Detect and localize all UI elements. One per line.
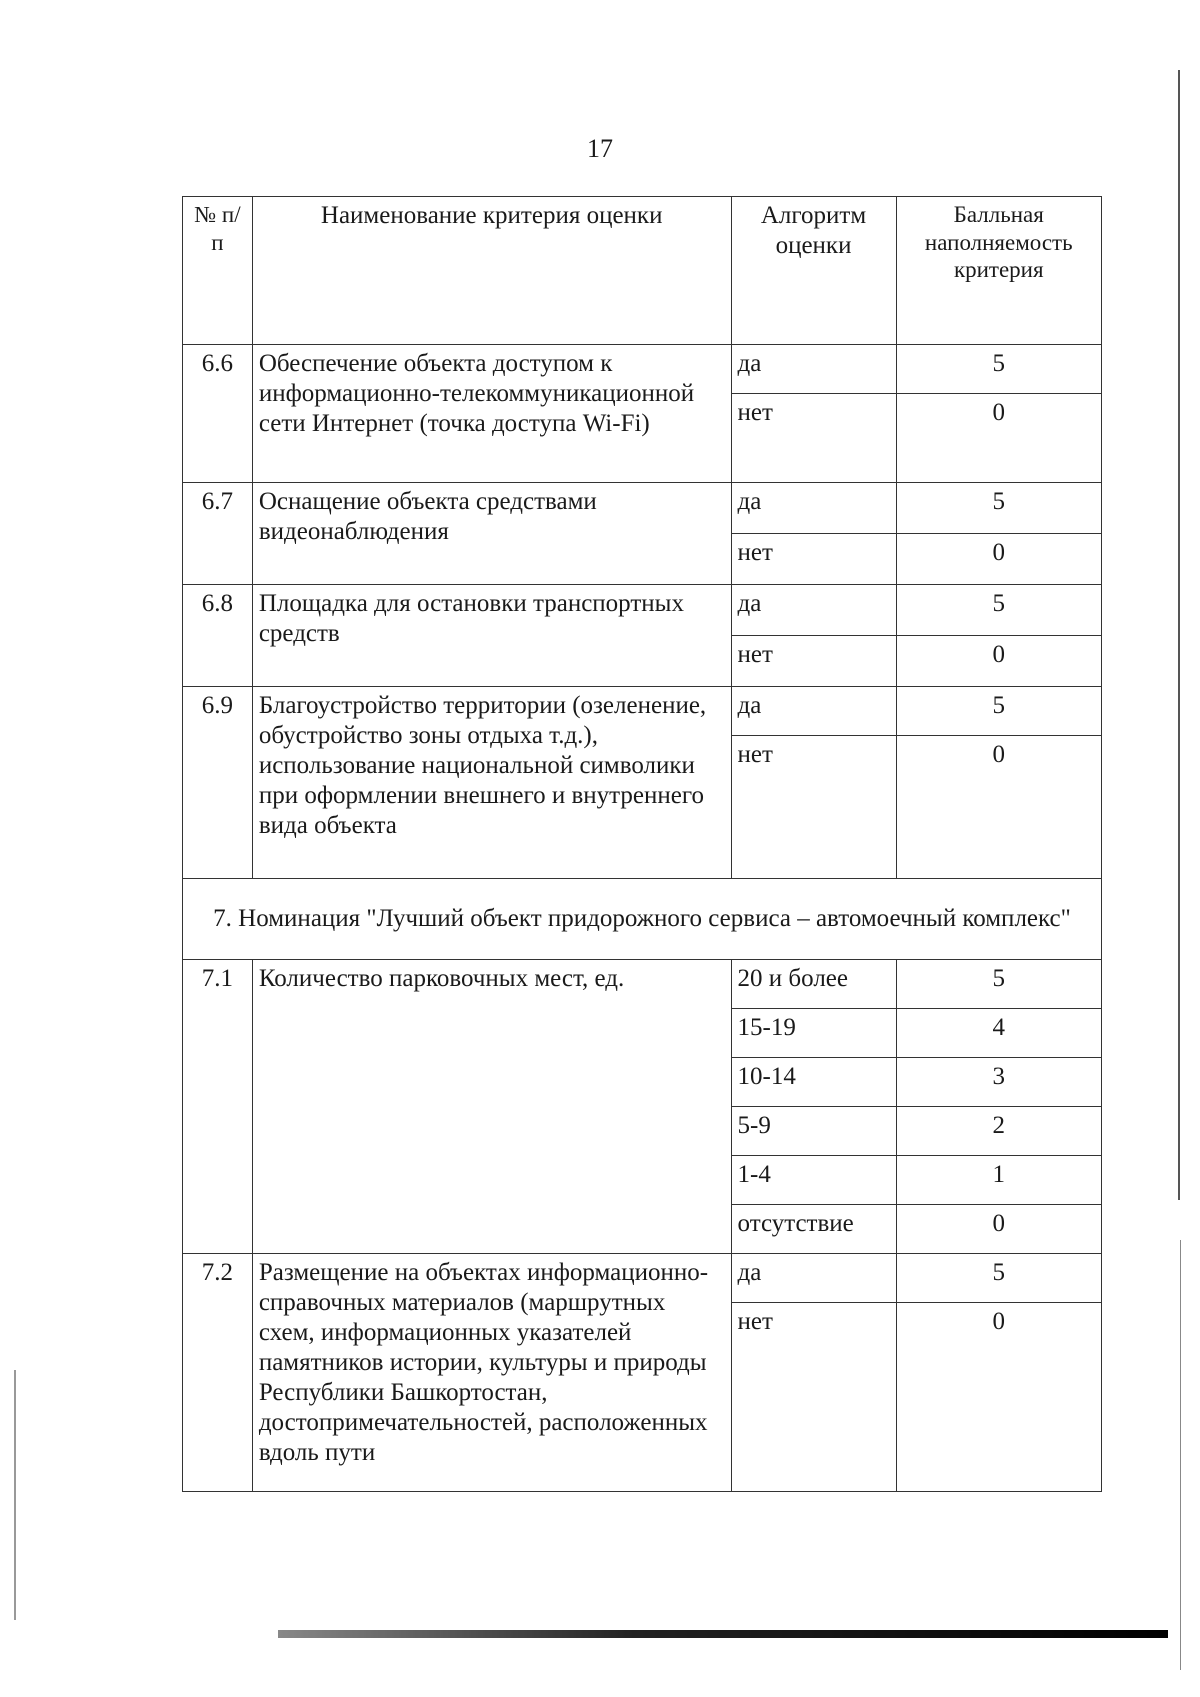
row-algorithm: нет xyxy=(731,736,896,879)
nomination-row xyxy=(183,879,1102,960)
row-algorithm: отсутствие xyxy=(731,1205,896,1254)
row-algorithm: нет xyxy=(731,534,896,585)
row-algorithm: 1-4 xyxy=(731,1156,896,1205)
row-algorithm: да xyxy=(731,345,896,394)
scan-edge-line xyxy=(1178,70,1180,1200)
table-row xyxy=(183,1254,1102,1303)
row-number: 6.7 xyxy=(183,483,253,585)
row-criterion: Благоустройство территории (озеленение, обустройство зоны отдыха т.д.), использование национальной символики при оформлении внешнего и внутреннего вида объекта xyxy=(252,687,731,879)
row-number: 7.1 xyxy=(183,960,253,1254)
row-score: 2 xyxy=(896,1107,1101,1156)
row-score: 5 xyxy=(896,585,1101,636)
row-score: 5 xyxy=(896,687,1101,736)
row-number: 6.8 xyxy=(183,585,253,687)
row-score: 0 xyxy=(896,534,1101,585)
row-score: 1 xyxy=(896,1156,1101,1205)
nomination-title: 7. Номинация "Лучший объект придорожного сервиса – автомоечный комплекс" xyxy=(183,879,1102,960)
row-criterion: Оснащение объекта средствами видеонаблюдения xyxy=(252,483,731,585)
scan-edge-line xyxy=(1180,1240,1181,1670)
row-criterion: Обеспечение объекта доступом к информационно-телекоммуникационной сети Интернет (точка доступа Wi-Fi) xyxy=(252,345,731,483)
table-row xyxy=(183,960,1102,1009)
row-algorithm: нет xyxy=(731,1303,896,1492)
row-number: 6.6 xyxy=(183,345,253,483)
table-row xyxy=(183,345,1102,394)
scan-bottom-bar xyxy=(278,1630,1168,1638)
criteria-table xyxy=(182,196,1102,1492)
row-number: 6.9 xyxy=(183,687,253,879)
scan-edge-line xyxy=(14,1370,16,1620)
row-score: 5 xyxy=(896,960,1101,1009)
row-algorithm: 20 и более xyxy=(731,960,896,1009)
header-score: Балльная наполняемость критерия xyxy=(896,197,1101,345)
row-algorithm: да xyxy=(731,483,896,534)
row-score: 0 xyxy=(896,636,1101,687)
row-number: 7.2 xyxy=(183,1254,253,1492)
row-algorithm: да xyxy=(731,687,896,736)
row-algorithm: да xyxy=(731,585,896,636)
row-score: 5 xyxy=(896,483,1101,534)
row-score: 5 xyxy=(896,1254,1101,1303)
row-algorithm: да xyxy=(731,1254,896,1303)
table-row xyxy=(183,687,1102,736)
row-algorithm: 10-14 xyxy=(731,1058,896,1107)
header-number: № п/п xyxy=(183,197,253,345)
row-score: 3 xyxy=(896,1058,1101,1107)
row-criterion: Количество парковочных мест, ед. xyxy=(252,960,731,1254)
table-row xyxy=(183,483,1102,534)
row-algorithm: 5-9 xyxy=(731,1107,896,1156)
table-row xyxy=(183,585,1102,636)
row-score: 0 xyxy=(896,736,1101,879)
row-algorithm: нет xyxy=(731,636,896,687)
row-score: 4 xyxy=(896,1009,1101,1058)
row-score: 0 xyxy=(896,1303,1101,1492)
row-criterion: Размещение на объектах информационно-справочных материалов (маршрутных схем, информационных указателей памятников истории, культуры и природы Республики Башкортостан, достопримечательностей, расположенных вдоль пути xyxy=(252,1254,731,1492)
table-header-row xyxy=(183,197,1102,345)
header-algorithm: Алгоритм оценки xyxy=(731,197,896,345)
row-score: 0 xyxy=(896,394,1101,483)
row-criterion: Площадка для остановки транспортных средств xyxy=(252,585,731,687)
page-number: 17 xyxy=(587,134,613,163)
row-score: 5 xyxy=(896,345,1101,394)
header-name: Наименование критерия оценки xyxy=(252,197,731,345)
row-algorithm: 15-19 xyxy=(731,1009,896,1058)
row-score: 0 xyxy=(896,1205,1101,1254)
row-algorithm: нет xyxy=(731,394,896,483)
